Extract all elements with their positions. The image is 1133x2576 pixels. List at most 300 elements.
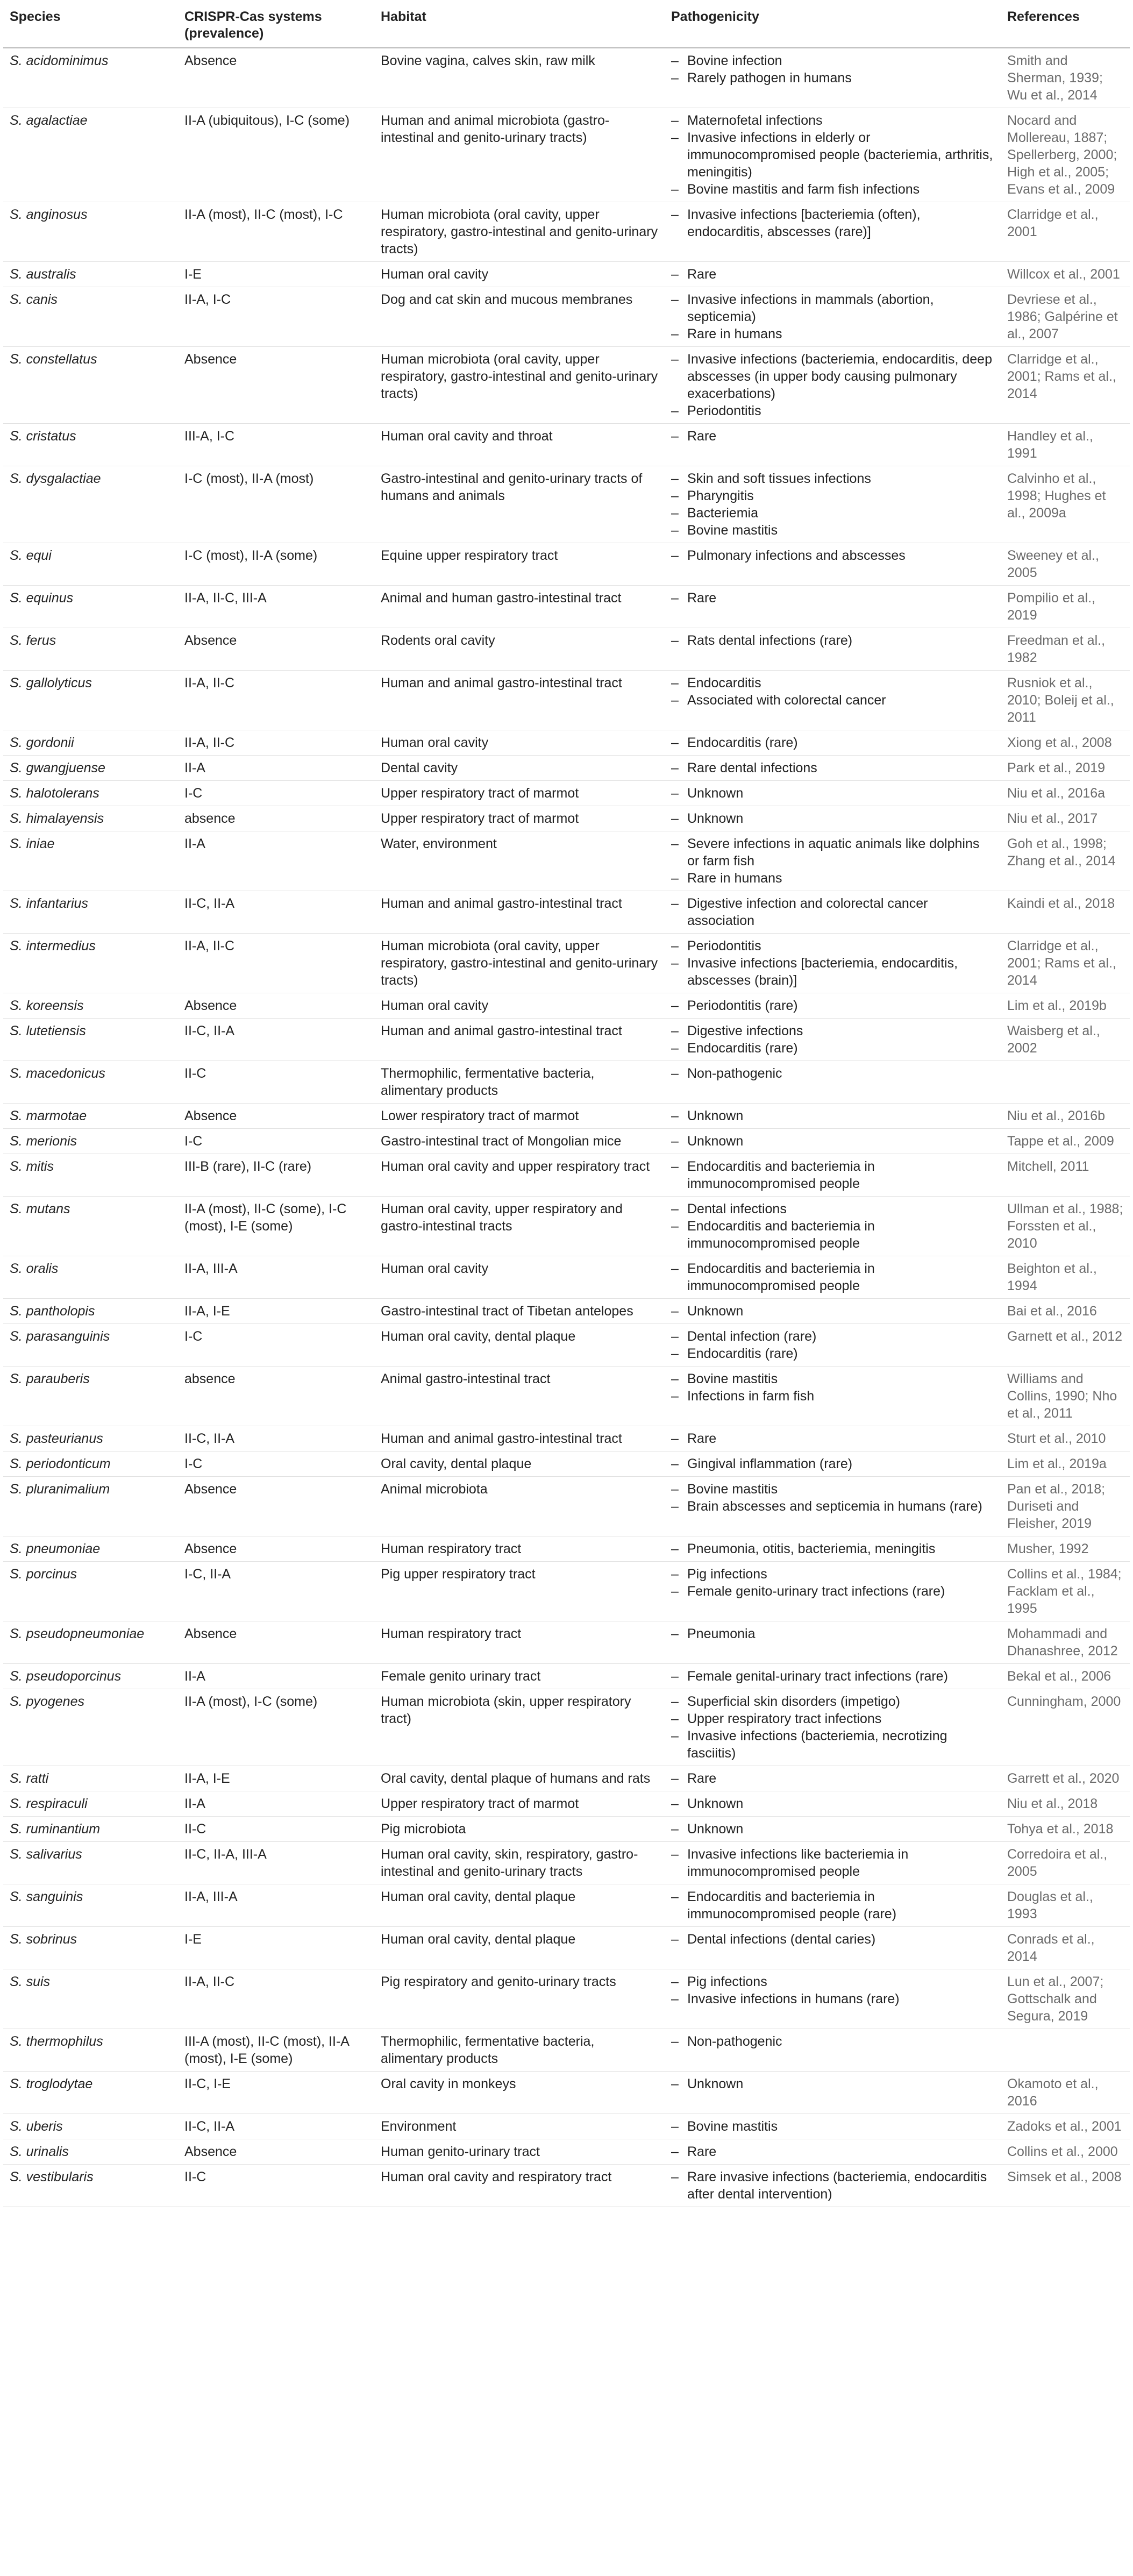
crispr-cell: II-A, III-A <box>178 1256 374 1299</box>
table-row <box>3 202 1130 262</box>
species-cell: S. marmotae <box>3 1104 178 1129</box>
pathogenicity-list <box>671 1888 994 1923</box>
pathogenicity-list <box>671 1668 994 1685</box>
pathogenicity-item: – Digestive infection and colorectal cancer association <box>671 895 994 929</box>
crispr-cell: II-C, II-A <box>178 891 374 934</box>
pathogenicity-item: – Rare <box>671 589 994 607</box>
pathogenicity-item: – Rare <box>671 1770 994 1787</box>
references-cell: Sweeney et al., 2005 <box>1001 543 1130 586</box>
habitat-cell: Pig microbiota <box>374 1817 665 1842</box>
species-cell: S. pasteurianus <box>3 1426 178 1451</box>
species-cell: S. troglodytae <box>3 2072 178 2114</box>
crispr-cell: II-C, II-A <box>178 1019 374 1061</box>
references-cell: Xiong et al., 2008 <box>1001 730 1130 756</box>
pathogenicity-cell <box>665 1536 1001 1562</box>
habitat-cell: Human and animal gastro-intestinal tract <box>374 1019 665 1061</box>
habitat-cell: Human oral cavity and upper respiratory tract <box>374 1154 665 1197</box>
pathogenicity-list <box>671 734 994 751</box>
references-cell: Niu et al., 2016b <box>1001 1104 1130 1129</box>
pathogenicity-list <box>671 1455 994 1472</box>
pathogenicity-cell <box>665 1019 1001 1061</box>
pathogenicity-item: – Brain abscesses and septicemia in humans (rare) <box>671 1498 994 1515</box>
habitat-cell: Upper respiratory tract of marmot <box>374 1791 665 1817</box>
references-cell: Tappe et al., 2009 <box>1001 1129 1130 1154</box>
table-row <box>3 1019 1130 1061</box>
references-cell: Lim et al., 2019b <box>1001 993 1130 1019</box>
references-cell <box>1001 2029 1130 2072</box>
table-row <box>3 628 1130 671</box>
species-cell: S. sobrinus <box>3 1927 178 1969</box>
references-cell: Nocard and Mollereau, 1887; Spellerberg, 2000; High et al., 2005; Evans et al., 2009 <box>1001 108 1130 202</box>
species-cell: S. cristatus <box>3 424 178 466</box>
table-row <box>3 2072 1130 2114</box>
pathogenicity-list <box>671 1328 994 1362</box>
pathogenicity-list <box>671 589 994 607</box>
references-cell: Bai et al., 2016 <box>1001 1299 1130 1324</box>
habitat-cell: Human microbiota (oral cavity, upper respiratory, gastro-intestinal and genito-urinary tracts) <box>374 347 665 424</box>
species-cell: S. urinalis <box>3 2139 178 2165</box>
pathogenicity-item: – Endocarditis (rare) <box>671 734 994 751</box>
references-cell: Mohammadi and Dhanashree, 2012 <box>1001 1621 1130 1664</box>
pathogenicity-item: – Periodontitis (rare) <box>671 997 994 1014</box>
habitat-cell: Upper respiratory tract of marmot <box>374 781 665 806</box>
pathogenicity-list <box>671 1540 994 1557</box>
species-cell: S. respiraculi <box>3 1791 178 1817</box>
pathogenicity-item: – Non-pathogenic <box>671 2033 994 2050</box>
pathogenicity-list <box>671 835 994 887</box>
header-crispr-line1: CRISPR-Cas systems <box>184 9 322 24</box>
table-row <box>3 1299 1130 1324</box>
table-row <box>3 424 1130 466</box>
references-cell: Sturt et al., 2010 <box>1001 1426 1130 1451</box>
species-cell: S. ferus <box>3 628 178 671</box>
pathogenicity-cell <box>665 1299 1001 1324</box>
crispr-cell: I-C <box>178 1129 374 1154</box>
habitat-cell: Human oral cavity, skin, respiratory, gastro-intestinal and genito-urinary tracts <box>374 1842 665 1884</box>
pathogenicity-cell <box>665 756 1001 781</box>
table-row <box>3 671 1130 730</box>
references-cell: Smith and Sherman, 1939; Wu et al., 2014 <box>1001 48 1130 108</box>
header-crispr-line2: (prevalence) <box>184 26 264 41</box>
habitat-cell: Human oral cavity, dental plaque <box>374 1884 665 1927</box>
pathogenicity-item: – Endocarditis and bacteriemia in immunocompromised people (rare) <box>671 1888 994 1923</box>
table-row <box>3 1129 1130 1154</box>
table-row <box>3 1766 1130 1791</box>
pathogenicity-item: – Endocarditis and bacteriemia in immunocompromised people <box>671 1218 994 1252</box>
references-cell: Rusniok et al., 2010; Boleij et al., 2011 <box>1001 671 1130 730</box>
pathogenicity-item: – Bacteriemia <box>671 504 994 522</box>
species-cell: S. equi <box>3 543 178 586</box>
references-cell: Bekal et al., 2006 <box>1001 1664 1130 1689</box>
references-cell: Lim et al., 2019a <box>1001 1451 1130 1477</box>
species-cell: S. uberis <box>3 2114 178 2139</box>
references-cell: Corredoira et al., 2005 <box>1001 1842 1130 1884</box>
table-row <box>3 466 1130 543</box>
pathogenicity-list <box>671 291 994 343</box>
pathogenicity-cell <box>665 2165 1001 2207</box>
habitat-cell: Gastro-intestinal tract of Tibetan antelopes <box>374 1299 665 1324</box>
crispr-cell: I-C (most), II-A (most) <box>178 466 374 543</box>
references-cell: Niu et al., 2018 <box>1001 1791 1130 1817</box>
table-row <box>3 831 1130 891</box>
pathogenicity-cell <box>665 1104 1001 1129</box>
habitat-cell: Upper respiratory tract of marmot <box>374 806 665 831</box>
species-cell: S. parauberis <box>3 1367 178 1426</box>
pathogenicity-cell <box>665 262 1001 287</box>
crispr-cell: II-A (most), I-C (some) <box>178 1689 374 1766</box>
pathogenicity-item: – Pharyngitis <box>671 487 994 504</box>
pathogenicity-item: – Upper respiratory tract infections <box>671 1710 994 1727</box>
pathogenicity-item: – Associated with colorectal cancer <box>671 692 994 709</box>
habitat-cell: Animal and human gastro-intestinal tract <box>374 586 665 628</box>
table-row <box>3 2165 1130 2207</box>
crispr-cell: III-A (most), II-C (most), II-A (most), I-E (some) <box>178 2029 374 2072</box>
pathogenicity-list <box>671 266 994 283</box>
pathogenicity-cell <box>665 287 1001 347</box>
pathogenicity-cell <box>665 1451 1001 1477</box>
habitat-cell: Equine upper respiratory tract <box>374 543 665 586</box>
table-row <box>3 2029 1130 2072</box>
pathogenicity-item: – Invasive infections (bacteriemia, endocarditis, deep abscesses (in upper body causing pulmonary exacerbations) <box>671 351 994 402</box>
pathogenicity-list <box>671 1260 994 1294</box>
references-cell: Lun et al., 2007; Gottschalk and Segura, 2019 <box>1001 1969 1130 2029</box>
pathogenicity-item: – Dental infection (rare) <box>671 1328 994 1345</box>
species-cell: S. pyogenes <box>3 1689 178 1766</box>
table-row <box>3 108 1130 202</box>
pathogenicity-cell <box>665 202 1001 262</box>
crispr-cell: III-A, I-C <box>178 424 374 466</box>
habitat-cell: Human oral cavity <box>374 993 665 1019</box>
table-row <box>3 1451 1130 1477</box>
table-row <box>3 1562 1130 1621</box>
table-row <box>3 1367 1130 1426</box>
habitat-cell: Human and animal gastro-intestinal tract <box>374 671 665 730</box>
habitat-cell: Human oral cavity, dental plaque <box>374 1324 665 1367</box>
species-cell: S. oralis <box>3 1256 178 1299</box>
crispr-cell: II-A <box>178 831 374 891</box>
habitat-cell: Dog and cat skin and mucous membranes <box>374 287 665 347</box>
references-cell: Williams and Collins, 1990; Nho et al., 2011 <box>1001 1367 1130 1426</box>
table-row <box>3 1817 1130 1842</box>
habitat-cell: Human and animal microbiota (gastro-intestinal and genito-urinary tracts) <box>374 108 665 202</box>
crispr-cell: II-A (most), II-C (most), I-C <box>178 202 374 262</box>
pathogenicity-list <box>671 937 994 989</box>
references-cell: Clarridge et al., 2001 <box>1001 202 1130 262</box>
pathogenicity-cell <box>665 781 1001 806</box>
species-cell: S. koreensis <box>3 993 178 1019</box>
references-cell: Beighton et al., 1994 <box>1001 1256 1130 1299</box>
habitat-cell: Water, environment <box>374 831 665 891</box>
pathogenicity-item: – Unknown <box>671 1795 994 1812</box>
pathogenicity-item: – Endocarditis (rare) <box>671 1040 994 1057</box>
pathogenicity-item: – Pig infections <box>671 1973 994 1990</box>
crispr-cell: Absence <box>178 628 374 671</box>
header-species: Species <box>3 3 178 48</box>
habitat-cell: Human oral cavity, dental plaque <box>374 1927 665 1969</box>
pathogenicity-item: – Periodontitis <box>671 402 994 419</box>
pathogenicity-item: – Unknown <box>671 810 994 827</box>
pathogenicity-list <box>671 1931 994 1948</box>
habitat-cell: Oral cavity in monkeys <box>374 2072 665 2114</box>
crispr-cell: II-C <box>178 2165 374 2207</box>
species-cell: S. halotolerans <box>3 781 178 806</box>
pathogenicity-cell <box>665 628 1001 671</box>
pathogenicity-item: – Endocarditis and bacteriemia in immunocompromised people <box>671 1158 994 1192</box>
pathogenicity-item: – Bovine mastitis <box>671 1370 994 1387</box>
species-cell: S. constellatus <box>3 347 178 424</box>
habitat-cell: Human microbiota (skin, upper respiratory tract) <box>374 1689 665 1766</box>
references-cell: Pan et al., 2018; Duriseti and Fleisher, 2019 <box>1001 1477 1130 1536</box>
pathogenicity-item: – Gingival inflammation (rare) <box>671 1455 994 1472</box>
crispr-cell: II-A, I-E <box>178 1766 374 1791</box>
table-row <box>3 1426 1130 1451</box>
pathogenicity-cell <box>665 1154 1001 1197</box>
crispr-cell: Absence <box>178 2139 374 2165</box>
table-header <box>3 3 1130 48</box>
species-cell: S. pluranimalium <box>3 1477 178 1536</box>
pathogenicity-list <box>671 547 994 564</box>
habitat-cell: Oral cavity, dental plaque <box>374 1451 665 1477</box>
pathogenicity-item: – Unknown <box>671 1303 994 1320</box>
table-row <box>3 1842 1130 1884</box>
pathogenicity-list <box>671 1022 994 1057</box>
crispr-cell: I-E <box>178 262 374 287</box>
crispr-cell: II-A (ubiquitous), I-C (some) <box>178 108 374 202</box>
habitat-cell: Thermophilic, fermentative bacteria, alimentary products <box>374 1061 665 1104</box>
pathogenicity-cell <box>665 466 1001 543</box>
species-cell: S. mitis <box>3 1154 178 1197</box>
species-cell: S. suis <box>3 1969 178 2029</box>
pathogenicity-list <box>671 785 994 802</box>
table-row <box>3 1477 1130 1536</box>
species-table <box>3 3 1130 2207</box>
habitat-cell: Dental cavity <box>374 756 665 781</box>
pathogenicity-cell <box>665 108 1001 202</box>
pathogenicity-list <box>671 1973 994 2008</box>
species-cell: S. lutetiensis <box>3 1019 178 1061</box>
species-cell: S. salivarius <box>3 1842 178 1884</box>
habitat-cell: Rodents oral cavity <box>374 628 665 671</box>
references-cell: Zadoks et al., 2001 <box>1001 2114 1130 2139</box>
crispr-cell: Absence <box>178 1477 374 1536</box>
pathogenicity-list <box>671 206 994 240</box>
pathogenicity-cell <box>665 2029 1001 2072</box>
pathogenicity-item: – Rare in humans <box>671 870 994 887</box>
species-cell: S. australis <box>3 262 178 287</box>
crispr-cell: I-C <box>178 1324 374 1367</box>
table-row <box>3 2114 1130 2139</box>
species-cell: S. iniae <box>3 831 178 891</box>
pathogenicity-item: – Bovine mastitis and farm fish infections <box>671 181 994 198</box>
pathogenicity-list <box>671 2118 994 2135</box>
habitat-cell: Oral cavity, dental plaque of humans and rats <box>374 1766 665 1791</box>
pathogenicity-item: – Invasive infections [bacteriemia, endocarditis, abscesses (brain)] <box>671 955 994 989</box>
species-cell: S. himalayensis <box>3 806 178 831</box>
references-cell: Willcox et al., 2001 <box>1001 262 1130 287</box>
pathogenicity-cell <box>665 1129 1001 1154</box>
pathogenicity-list <box>671 1795 994 1812</box>
species-cell: S. porcinus <box>3 1562 178 1621</box>
species-cell: S. infantarius <box>3 891 178 934</box>
references-cell: Collins et al., 1984; Facklam et al., 1995 <box>1001 1562 1130 1621</box>
crispr-cell: II-A, II-C <box>178 1969 374 2029</box>
pathogenicity-item: – Infections in farm fish <box>671 1387 994 1405</box>
pathogenicity-list <box>671 52 994 87</box>
habitat-cell: Gastro-intestinal and genito-urinary tracts of humans and animals <box>374 466 665 543</box>
species-cell: S. periodonticum <box>3 1451 178 1477</box>
habitat-cell: Human and animal gastro-intestinal tract <box>374 1426 665 1451</box>
pathogenicity-item: – Pneumonia <box>671 1625 994 1642</box>
habitat-cell: Lower respiratory tract of marmot <box>374 1104 665 1129</box>
pathogenicity-item: – Bovine mastitis <box>671 2118 994 2135</box>
table-row <box>3 1536 1130 1562</box>
pathogenicity-cell <box>665 1664 1001 1689</box>
crispr-cell: Absence <box>178 48 374 108</box>
habitat-cell: Human microbiota (oral cavity, upper respiratory, gastro-intestinal and genito-urinary tracts) <box>374 934 665 993</box>
species-cell: S. pantholopis <box>3 1299 178 1324</box>
species-cell: S. sanguinis <box>3 1884 178 1927</box>
pathogenicity-item: – Invasive infections (bacteriemia, necrotizing fasciitis) <box>671 1727 994 1762</box>
pathogenicity-cell <box>665 1324 1001 1367</box>
habitat-cell: Human genito-urinary tract <box>374 2139 665 2165</box>
habitat-cell: Animal gastro-intestinal tract <box>374 1367 665 1426</box>
table-row <box>3 1154 1130 1197</box>
pathogenicity-item: – Endocarditis (rare) <box>671 1345 994 1362</box>
habitat-cell: Pig respiratory and genito-urinary tracts <box>374 1969 665 2029</box>
pathogenicity-list <box>671 1065 994 1082</box>
habitat-cell: Human oral cavity <box>374 730 665 756</box>
table-row <box>3 347 1130 424</box>
pathogenicity-item: – Skin and soft tissues infections <box>671 470 994 487</box>
crispr-cell: I-E <box>178 1927 374 1969</box>
pathogenicity-list <box>671 1200 994 1252</box>
crispr-cell: II-A, I-C <box>178 287 374 347</box>
crispr-cell: II-C, II-A <box>178 1426 374 1451</box>
references-cell: Musher, 1992 <box>1001 1536 1130 1562</box>
pathogenicity-list <box>671 112 994 198</box>
pathogenicity-list <box>671 632 994 649</box>
pathogenicity-cell <box>665 1061 1001 1104</box>
pathogenicity-item: – Digestive infections <box>671 1022 994 1040</box>
table-row <box>3 806 1130 831</box>
species-cell: S. equinus <box>3 586 178 628</box>
pathogenicity-list <box>671 1693 994 1762</box>
table-row <box>3 1104 1130 1129</box>
table-row <box>3 1791 1130 1817</box>
crispr-cell: II-A <box>178 756 374 781</box>
references-cell: Niu et al., 2017 <box>1001 806 1130 831</box>
header-crispr <box>178 3 374 48</box>
crispr-cell: II-A, II-C <box>178 730 374 756</box>
table-row <box>3 1324 1130 1367</box>
pathogenicity-cell <box>665 1367 1001 1426</box>
crispr-cell: II-A, III-A <box>178 1884 374 1927</box>
crispr-cell: II-C, II-A, III-A <box>178 1842 374 1884</box>
references-cell: Garnett et al., 2012 <box>1001 1324 1130 1367</box>
table-row <box>3 2139 1130 2165</box>
crispr-cell: Absence <box>178 1621 374 1664</box>
pathogenicity-list <box>671 2075 994 2093</box>
habitat-cell: Animal microbiota <box>374 1477 665 1536</box>
species-cell: S. pseudoporcinus <box>3 1664 178 1689</box>
crispr-cell: Absence <box>178 347 374 424</box>
pathogenicity-item: – Rare <box>671 428 994 445</box>
habitat-cell: Human oral cavity <box>374 262 665 287</box>
pathogenicity-cell <box>665 934 1001 993</box>
references-cell: Cunningham, 2000 <box>1001 1689 1130 1766</box>
references-cell: Simsek et al., 2008 <box>1001 2165 1130 2207</box>
pathogenicity-item: – Dental infections (dental caries) <box>671 1931 994 1948</box>
table-row <box>3 1664 1130 1689</box>
pathogenicity-item: – Rare dental infections <box>671 759 994 777</box>
references-cell: Collins et al., 2000 <box>1001 2139 1130 2165</box>
pathogenicity-item: – Unknown <box>671 1820 994 1838</box>
references-cell: Niu et al., 2016a <box>1001 781 1130 806</box>
pathogenicity-cell <box>665 831 1001 891</box>
references-cell: Clarridge et al., 2001; Rams et al., 2014 <box>1001 347 1130 424</box>
habitat-cell: Human oral cavity and respiratory tract <box>374 2165 665 2207</box>
crispr-cell: I-C <box>178 781 374 806</box>
pathogenicity-cell <box>665 2114 1001 2139</box>
habitat-cell: Human respiratory tract <box>374 1621 665 1664</box>
crispr-cell: II-A, II-C <box>178 671 374 730</box>
references-cell: Devriese et al., 1986; Galpérine et al., 2007 <box>1001 287 1130 347</box>
table-row <box>3 1969 1130 2029</box>
crispr-cell: Absence <box>178 1536 374 1562</box>
species-cell: S. macedonicus <box>3 1061 178 1104</box>
habitat-cell: Human oral cavity <box>374 1256 665 1299</box>
crispr-cell: I-C (most), II-A (some) <box>178 543 374 586</box>
pathogenicity-cell <box>665 1197 1001 1256</box>
pathogenicity-list <box>671 1770 994 1787</box>
pathogenicity-cell <box>665 347 1001 424</box>
species-cell: S. gwangjuense <box>3 756 178 781</box>
table-row <box>3 1197 1130 1256</box>
pathogenicity-cell <box>665 1562 1001 1621</box>
pathogenicity-item: – Unknown <box>671 1107 994 1125</box>
pathogenicity-cell <box>665 2072 1001 2114</box>
habitat-cell: Human and animal gastro-intestinal tract <box>374 891 665 934</box>
pathogenicity-list <box>671 674 994 709</box>
pathogenicity-cell <box>665 1969 1001 2029</box>
pathogenicity-item: – Invasive infections like bacteriemia in immunocompromised people <box>671 1846 994 1880</box>
pathogenicity-list <box>671 2143 994 2160</box>
pathogenicity-item: – Maternofetal infections <box>671 112 994 129</box>
pathogenicity-item: – Rarely pathogen in humans <box>671 69 994 87</box>
header-row <box>3 3 1130 48</box>
pathogenicity-list <box>671 810 994 827</box>
pathogenicity-item: – Pig infections <box>671 1565 994 1583</box>
pathogenicity-list <box>671 1158 994 1192</box>
pathogenicity-list <box>671 1481 994 1515</box>
references-cell: Waisberg et al., 2002 <box>1001 1019 1130 1061</box>
crispr-cell: II-A, II-C, III-A <box>178 586 374 628</box>
table-row <box>3 934 1130 993</box>
species-cell: S. agalactiae <box>3 108 178 202</box>
table-row <box>3 586 1130 628</box>
references-cell: Garrett et al., 2020 <box>1001 1766 1130 1791</box>
references-cell: Tohya et al., 2018 <box>1001 1817 1130 1842</box>
crispr-cell: II-C <box>178 1817 374 1842</box>
pathogenicity-item: – Pulmonary infections and abscesses <box>671 547 994 564</box>
pathogenicity-item: – Dental infections <box>671 1200 994 1218</box>
pathogenicity-item: – Severe infections in aquatic animals like dolphins or farm fish <box>671 835 994 870</box>
references-cell: Ullman et al., 1988; Forssten et al., 2010 <box>1001 1197 1130 1256</box>
pathogenicity-cell <box>665 1689 1001 1766</box>
references-cell: Conrads et al., 2014 <box>1001 1927 1130 1969</box>
crispr-cell: III-B (rare), II-C (rare) <box>178 1154 374 1197</box>
pathogenicity-cell <box>665 1426 1001 1451</box>
